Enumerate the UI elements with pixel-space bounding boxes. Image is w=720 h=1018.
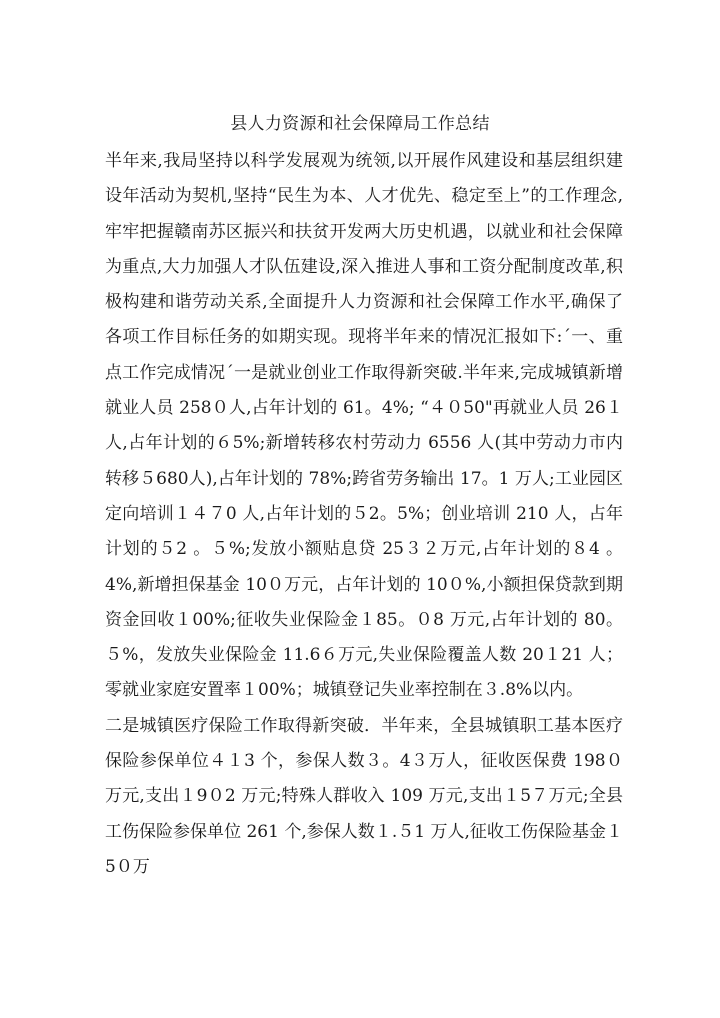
document-title: 县人力资源和社会保障局工作总结 xyxy=(230,114,490,134)
document-body xyxy=(105,144,623,885)
paragraph-1: 半年来,我局坚持以科学发展观为统领,以开展作风建设和基层组织建设年活动为契机,坚持“民生为本、人才优先、稳定至上”的工作理念,牢牢把握赣南苏区振兴和扶贫开发两大历史机遇，以就业和社会保障为重点,大力加强人才队伍建设,深入推进人事和工资分配制度改革,积极构建和谐劳动关系,全面提升人力资源和社会保障工作水平,确保了各项工作目标任务的如期实现。现将半年来的情况汇报如下:´一、重点工作完成情况´一是就业创业工作取得新突破.半年来,完成城镇新增就业人员 258０人,占年计划的 61。4%; “４０50"再就业人员 26１人,占年计划的６5%;新增转移农村劳动力 6556 人(其中劳动力市内转移５680人),占年计划的 78%;跨省劳务输出 17。1 万人;工业园区定向培训１４７0 人,占年计划的５2。5%；创业培训 210 人，占年计划的５2 。５%;发放小额贴息贷 25３２万元,占年计划的８4 。4%,新增担保基金 10０万元，占年计划的 10０%,小额担保贷款到期资金回收１00%;征收失业保险金１85。０8 万元,占年计划的 80。５%，发放失业保险金 11.6６万元,失业保险覆盖人数 20１21 人；零就业家庭安置率１00%；城镇登记失业率控制在３.8%以内。 xyxy=(105,151,623,701)
paragraph-2: 二是城镇医疗保险工作取得新突破．半年来，全县城镇职工基本医疗保险参保单位４１3 个，参保人数３。4３万人，征收医保费 198０万元,支出１9０2 万元;特殊人群收入 109 万元,支出１5７万元;全县工伤保险参保单位 261 个,参保人数１.５1 万人,征收工伤保险基金１5０万 xyxy=(105,715,623,877)
